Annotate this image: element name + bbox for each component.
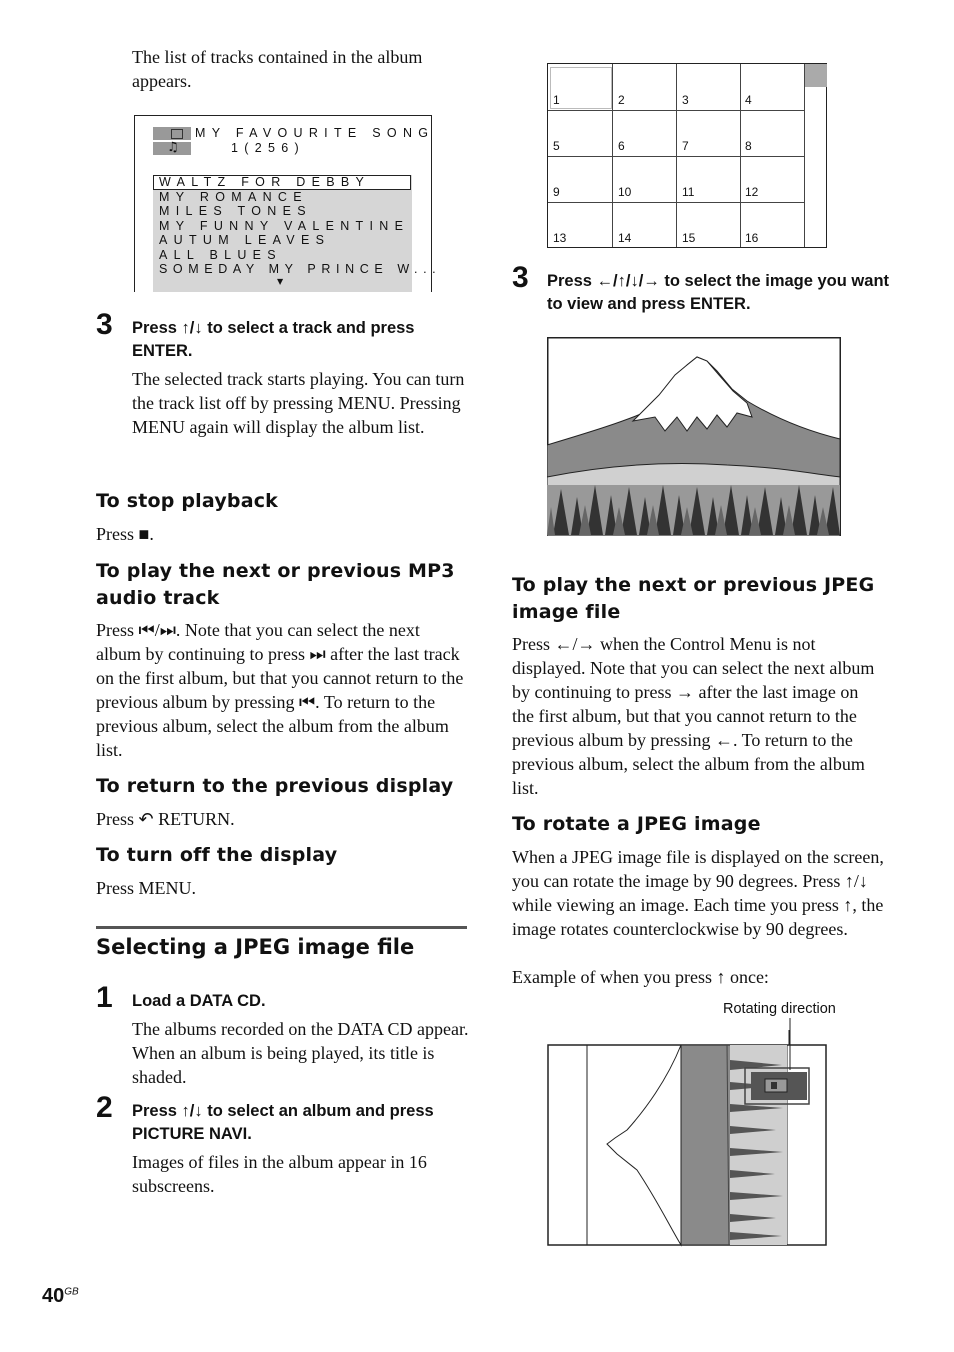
step-title: Press ←/↑/↓/→ to select the image you want to view and press ENTER. [547, 272, 890, 313]
track-item[interactable]: MILES TONES [159, 204, 312, 218]
track-item[interactable]: SOMEDAY MY PRINCE W... [159, 262, 442, 276]
section-heading: To turn off the display [96, 844, 338, 866]
section-heading: To play the next or previous JPEG image file [512, 574, 875, 623]
body-text: Press ⏮/⏭. Note that you can select the next album by continuing to press ⏭ after the last track on the first album, but that you cannot return to the previous album by pressing ⏮. To return to the previous album, select the album from the album list. [96, 620, 464, 760]
track-list [153, 175, 442, 292]
step-title: Press ↑/↓ to select a track and press ENTER. [132, 319, 415, 360]
track-item[interactable]: MY ROMANCE [159, 189, 308, 204]
section-heading: To return to the previous display [96, 775, 454, 797]
section-heading: To stop playback [96, 490, 279, 512]
subscreen-6[interactable]: 6 [618, 139, 625, 153]
music-note-icon: ♫ [153, 142, 191, 155]
subscreen-12[interactable]: 12 [745, 185, 759, 199]
body-text: Press ■. [96, 524, 154, 544]
subscreen-10[interactable]: 10 [618, 185, 632, 199]
subscreen-3[interactable]: 3 [682, 93, 689, 107]
section-divider [96, 926, 467, 929]
step-number: 3 [512, 261, 529, 294]
step-body: Images of files in the album appear in 16 subscreens. [132, 1152, 427, 1196]
track-item[interactable]: MY FUNNY VALENTINE [159, 218, 410, 233]
step-body: The albums recorded on the DATA CD appear. When an album is being played, its title is shaded. [132, 1019, 469, 1087]
subscreen-1[interactable]: 1 [553, 93, 560, 107]
body-text: When a JPEG image file is displayed on the screen, you can rotate the image by 90 degrees. Press ↑/↓ while viewing an image. Each time you press ↑, the image rotates counterclockwise by 90 degrees. [512, 847, 884, 939]
scroll-down-icon[interactable]: ▼ [277, 277, 284, 286]
body-text: Example of when you press ↑ once: [512, 967, 769, 987]
track-item[interactable]: WALTZ FOR DEBBY [159, 175, 371, 189]
rotation-pointer-icon [786, 1018, 794, 1070]
track-item[interactable]: ALL BLUES [159, 247, 282, 262]
page-number: $40^{GB}$ [42, 1285, 79, 1307]
subscreen-15[interactable]: 15 [682, 231, 696, 245]
main-section-heading: Selecting a JPEG image file [96, 935, 415, 959]
body-text: Press MENU. [96, 878, 197, 898]
subscreen-7[interactable]: 7 [682, 139, 689, 153]
rotation-caption: Rotating direction [723, 1001, 836, 1017]
subscreen-8[interactable]: 8 [745, 139, 752, 153]
step-title: Load a DATA CD. [132, 992, 266, 1010]
mountain-landscape-image [547, 337, 841, 536]
scrollbar[interactable] [804, 64, 827, 247]
subscreen-2[interactable]: 2 [618, 93, 625, 107]
album-title: MY FAVOURITE SONG [195, 126, 435, 140]
subscreen-13[interactable]: 13 [553, 231, 567, 245]
track-item[interactable]: AUTUM LEAVES [159, 233, 331, 247]
subscreen-grid [547, 63, 827, 248]
subscreen-5[interactable]: 5 [553, 139, 560, 153]
subscreen-4[interactable]: 4 [745, 93, 752, 107]
track-count: 1(256) [231, 141, 305, 155]
body-text: Press ↶ RETURN. [96, 809, 235, 829]
body-text: Press ←/→ when the Control Menu is not displayed. Note that you can select the next album by continuing to press → after the last image on the first album, but that you cannot return to the previous album by pressing ←. To return to the previous album, select the album from the album list. [512, 634, 875, 798]
step-body: The selected track starts playing. You can turn the track list off by pressing MENU. Pressing MENU again will display the album list. [132, 369, 465, 437]
subscreen-14[interactable]: 14 [618, 231, 632, 245]
album-icon [153, 127, 191, 140]
subscreen-11[interactable]: 11 [682, 185, 695, 199]
step-number: 1 [96, 981, 113, 1014]
intro-text: The list of tracks contained in the album appears. [132, 47, 423, 91]
subscreen-16[interactable]: 16 [745, 231, 759, 245]
scrollbar-thumb[interactable] [805, 64, 827, 87]
step-number: 3 [96, 308, 113, 341]
step-title: Press ↑/↓ to select an album and press PICTURE NAVI. [132, 1102, 434, 1143]
section-heading: To play the next or previous MP3 audio track [96, 560, 455, 609]
section-heading: To rotate a JPEG image [512, 813, 761, 835]
subscreen-9[interactable]: 9 [553, 185, 560, 199]
track-list-screen [134, 115, 442, 292]
step-number: 2 [96, 1091, 113, 1124]
